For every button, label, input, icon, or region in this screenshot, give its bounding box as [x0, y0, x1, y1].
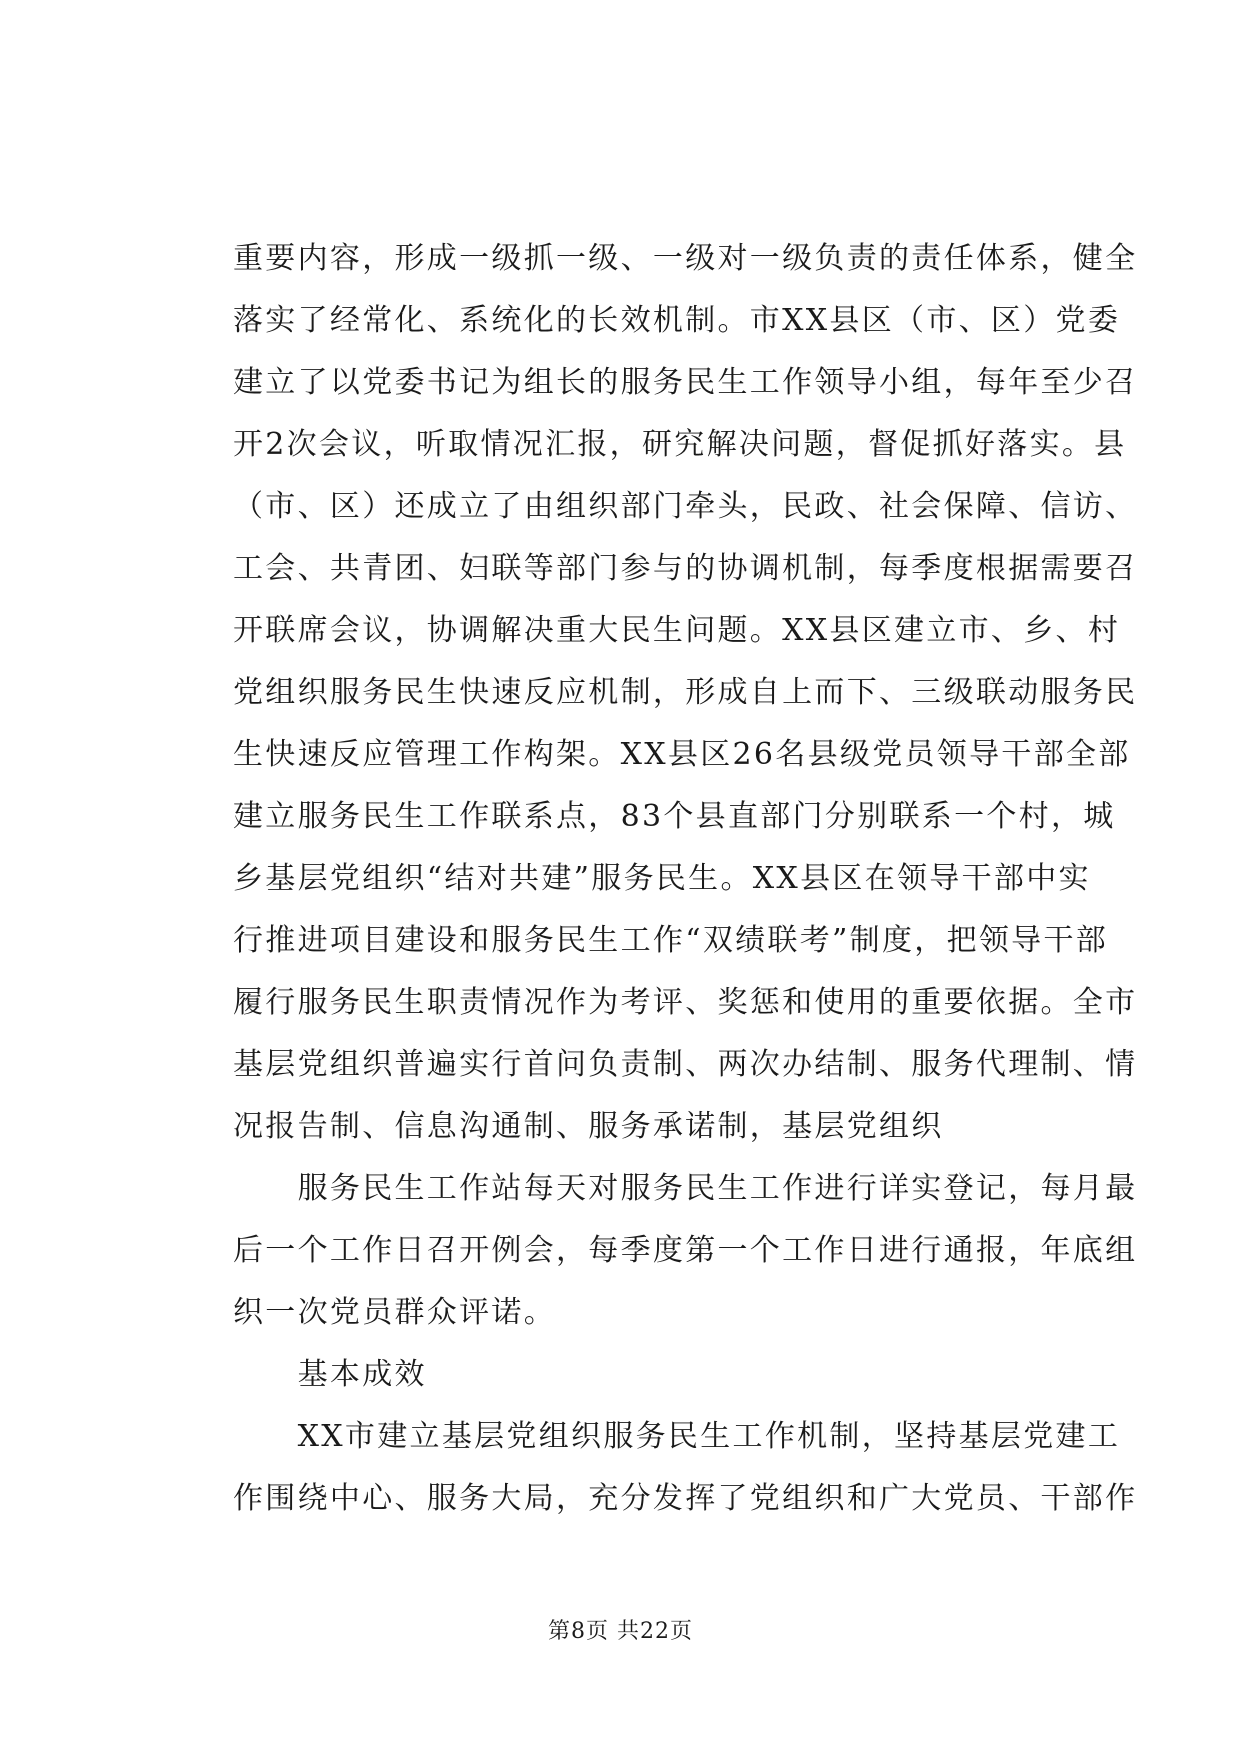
text-line: 开联席会议，协调解决重大民生问题。XX县区建立市、乡、村: [233, 613, 1121, 648]
text-line: 基层党组织普遍实行首问负责制、两次办结制、服务代理制、情: [233, 1047, 1138, 1082]
text-line: 工会、共青团、妇联等部门参与的协调机制，每季度根据需要召: [233, 551, 1138, 586]
text-line: XX市建立基层党组织服务民生工作机制，坚持基层党建工: [233, 1419, 1121, 1454]
paragraph-2: [233, 1158, 1138, 1344]
text-line: 况报告制、信息沟通制、服务承诺制，基层党组织: [233, 1109, 944, 1144]
text-line: 建立了以党委书记为组长的服务民生工作领导小组，每年至少召: [233, 365, 1138, 400]
text-line: 作围绕中心、服务大局，充分发挥了党组织和广大党员、干部作: [233, 1481, 1138, 1516]
document-body: [233, 228, 1138, 1530]
paragraph-4: [233, 1406, 1138, 1530]
text-line: 乡基层党组织“结对共建”服务民生。XX县区在领导干部中实: [233, 861, 1091, 896]
text-line: （市、区）还成立了由组织部门牵头，民政、社会保障、信访、: [233, 489, 1138, 524]
paragraph-section-heading: [233, 1344, 1083, 1406]
text-line: 党组织服务民生快速反应机制，形成自上而下、三级联动服务民: [233, 675, 1138, 710]
text-line: 落实了经常化、系统化的长效机制。市XX县区（市、区）党委: [233, 303, 1121, 338]
paragraph-1: [233, 228, 1138, 1158]
text-line: 开2次会议，听取情况汇报，研究解决问题，督促抓好落实。县: [233, 427, 1127, 462]
text-line: 行推进项目建设和服务民生工作“双绩联考”制度，把领导干部: [233, 923, 1109, 958]
text-line: 建立服务民生工作联系点，83个县直部门分别联系一个村，城: [233, 799, 1116, 834]
page-number-footer: 第8页 共22页: [548, 1619, 693, 1644]
text-line: 织一次党员群众评诺。: [233, 1295, 556, 1330]
text-line: 服务民生工作站每天对服务民生工作进行详实登记，每月最: [233, 1171, 1138, 1206]
text-line: 基本成效: [233, 1357, 427, 1392]
text-line: 生快速反应管理工作构架。XX县区26名县级党员领导干部全部: [233, 737, 1131, 772]
text-line: 重要内容，形成一级抓一级、一级对一级负责的责任体系，健全: [233, 241, 1138, 276]
text-line: 后一个工作日召开例会，每季度第一个工作日进行通报，年底组: [233, 1233, 1138, 1268]
text-line: 履行服务民生职责情况作为考评、奖惩和使用的重要依据。全市: [233, 985, 1138, 1020]
